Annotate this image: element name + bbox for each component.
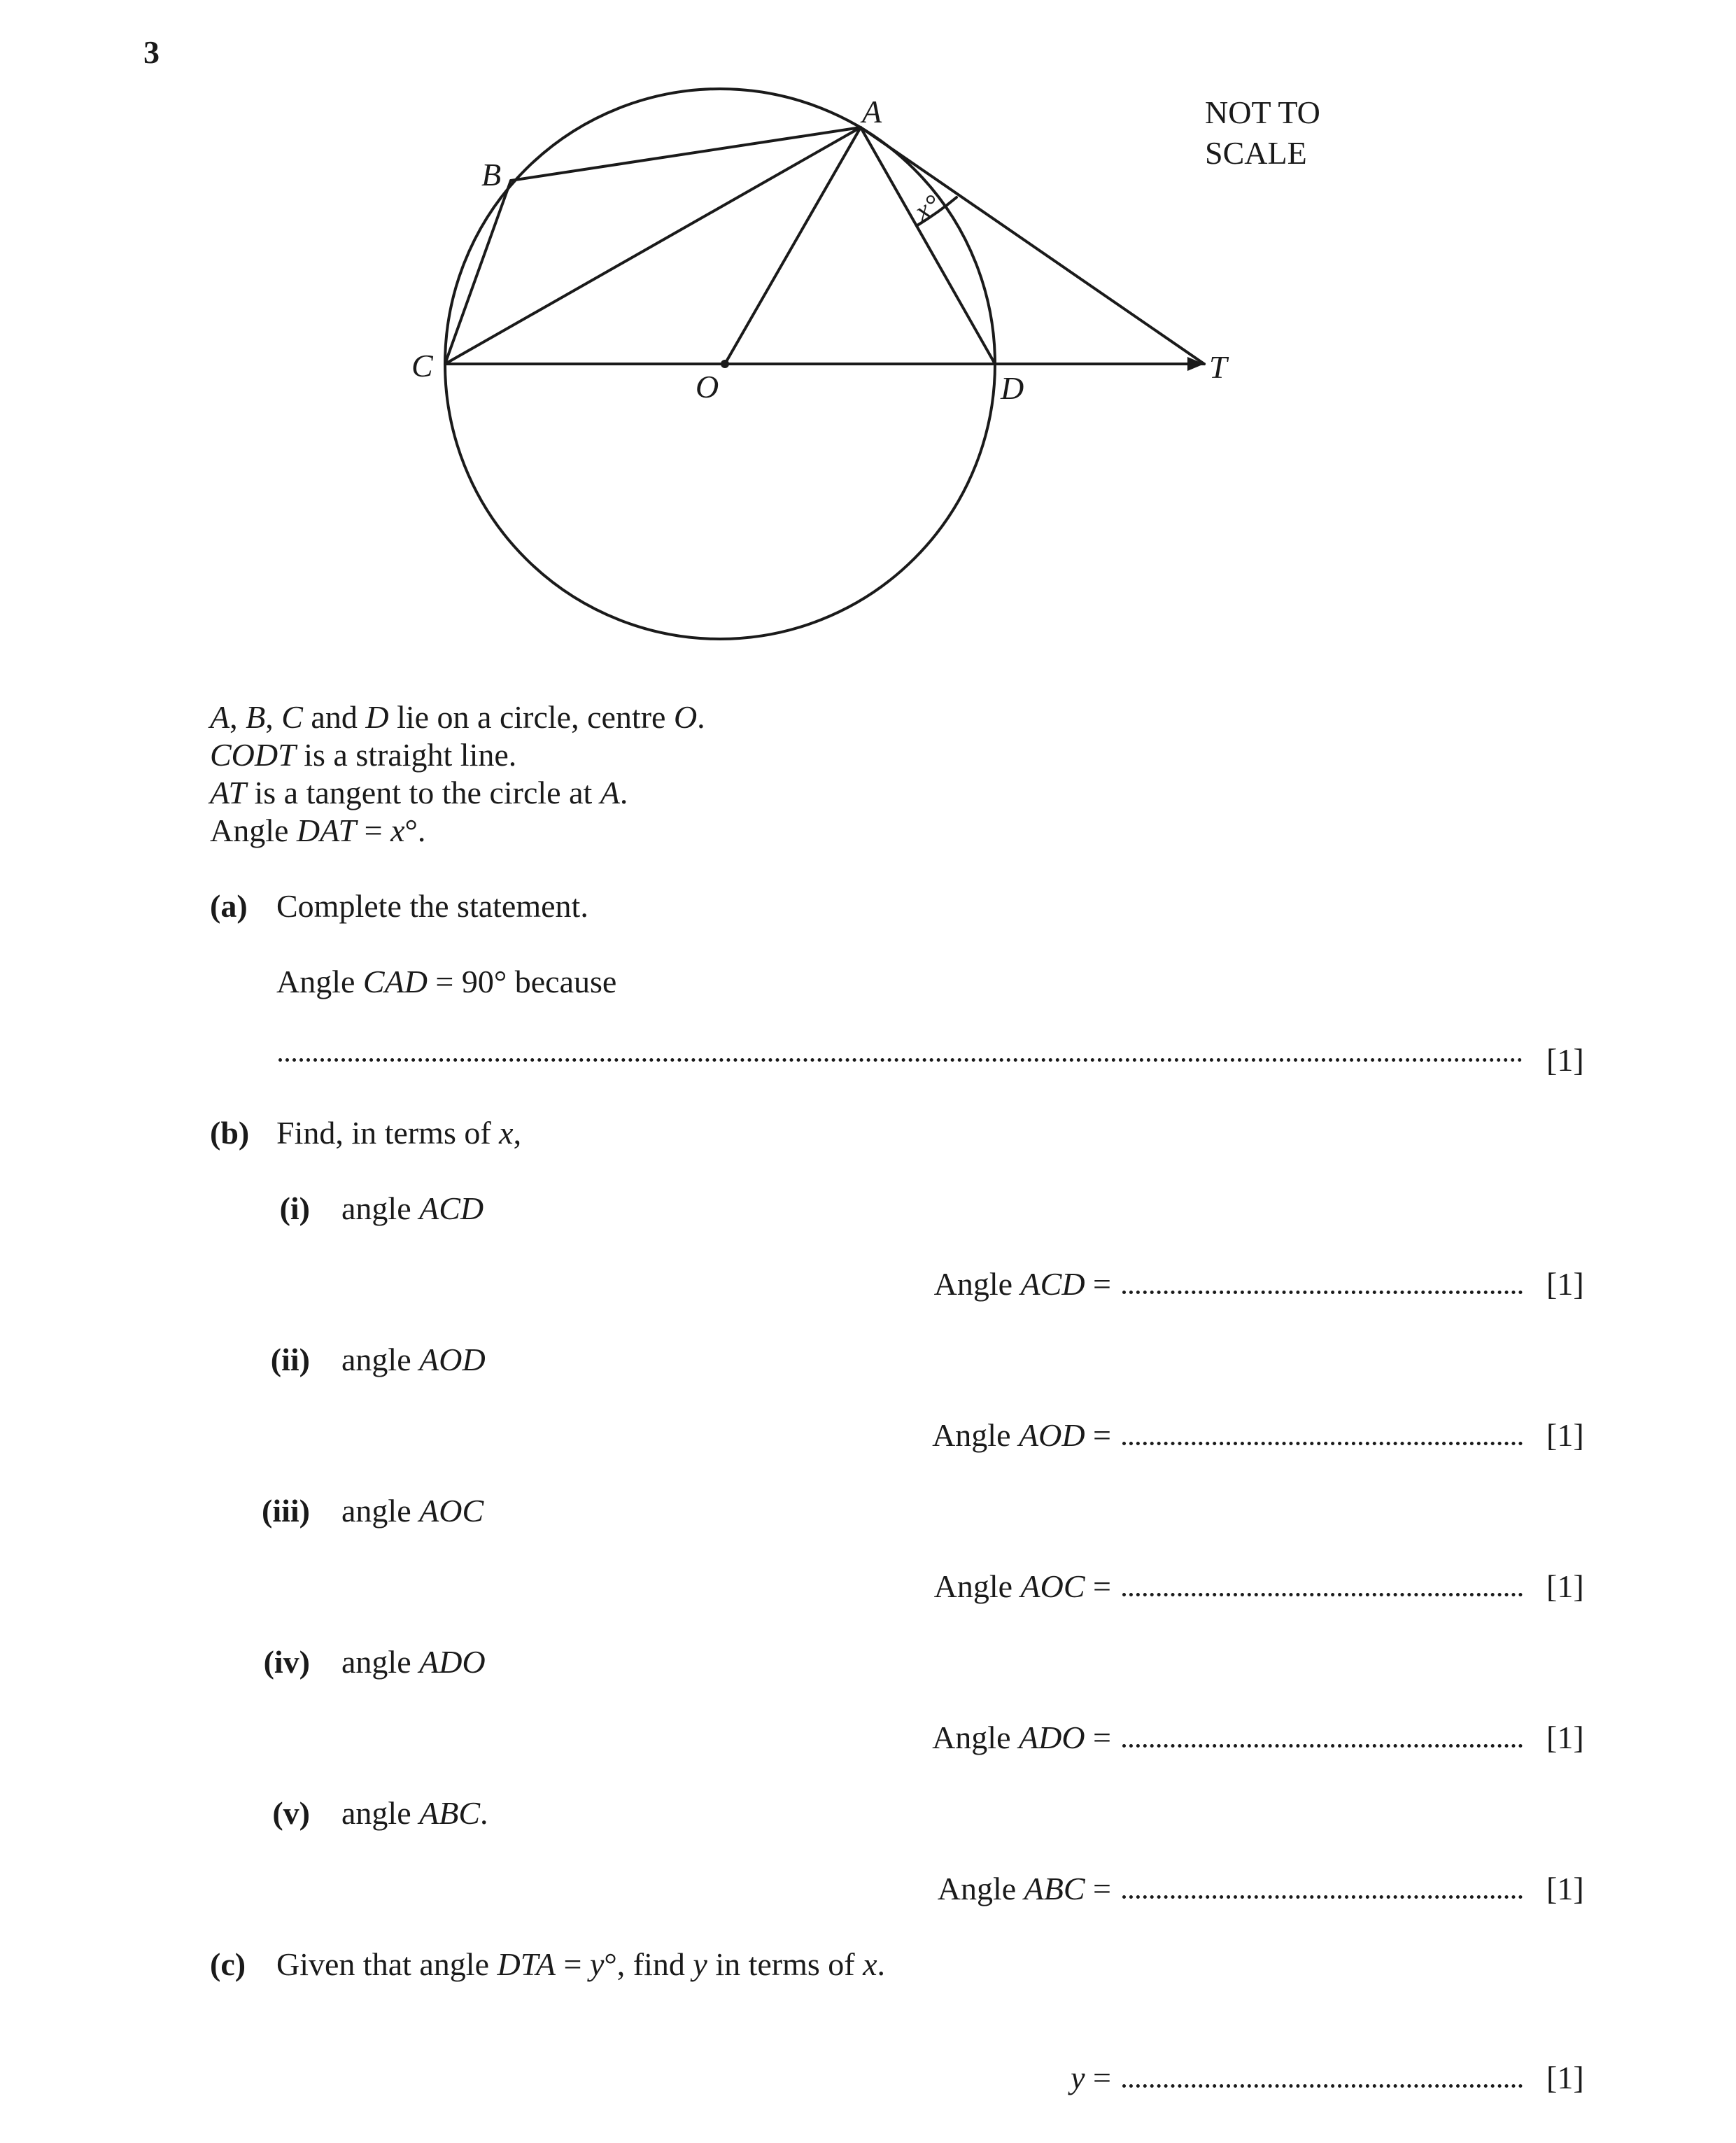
part-b-i-mark: [1] [1546,1266,1584,1302]
part-c-answer-line[interactable] [1122,2084,1523,2088]
part-b-v-number: (v) [272,1795,310,1831]
part-b-iii-mark: [1] [1546,1568,1584,1604]
label-c: C [411,348,433,384]
part-b-label: (b) [210,1115,250,1151]
not-to-scale-line1: NOT TO [1205,94,1320,130]
part-b-v-answer-line[interactable] [1122,1895,1523,1899]
part-b-ii-number: (ii) [270,1342,310,1377]
part-b-ii-text: angle AOD [341,1342,486,1377]
part-b-iii-answer-label: Angle AOC = [933,1568,1111,1604]
part-b-iii-number: (iii) [262,1493,310,1529]
part-b-ii-answer-label: Angle AOD = [932,1417,1111,1453]
part-b-iv-mark: [1] [1546,1720,1584,1755]
part-b-instruction: Find, in terms of x, [276,1115,522,1151]
part-b-i-answer-label: Angle ACD = [933,1266,1111,1302]
part-a-mark: [1] [1546,1042,1584,1078]
info-line-3: AT is a tangent to the circle at A. [210,775,628,810]
line-ao [725,127,861,364]
part-b-ii-answer-line[interactable] [1122,1442,1523,1445]
centre-point-o [721,360,729,368]
part-b-iv-number: (iv) [263,1644,310,1680]
part-b-v-answer-label: Angle ABC = [937,1871,1111,1906]
label-angle-x: x° [908,188,946,227]
line-ac [445,127,861,364]
label-a: A [862,94,882,129]
label-b: B [481,157,502,192]
not-to-scale-line2: SCALE [1205,135,1307,171]
part-b-i-text: angle ACD [341,1190,484,1226]
part-b-iii-answer-line[interactable] [1122,1593,1523,1596]
part-c-answer-label: y = [1071,2060,1111,2095]
info-line-1: A, B, C and D lie on a circle, centre O. [210,699,705,735]
line-ab [511,127,861,181]
info-line-2: CODT is a straight line. [210,737,517,773]
question-number: 3 [143,34,160,70]
part-b-v-mark: [1] [1546,1871,1584,1906]
part-a-instruction: Complete the statement. [276,888,588,924]
info-line-4: Angle DAT = x°. [210,813,426,848]
part-b-iv-answer-line[interactable] [1122,1744,1523,1748]
part-c-mark: [1] [1546,2060,1584,2095]
part-b-iii-text: angle AOC [341,1493,484,1529]
line-at [861,127,1204,364]
line-ad [861,127,995,364]
label-d: D [1001,370,1024,406]
part-b-iv-text: angle ADO [341,1644,486,1680]
given-information [210,698,705,850]
part-a-label: (a) [210,888,248,924]
label-t: T [1209,349,1227,385]
part-c-instruction: Given that angle DTA = y°, find y in terms of x. [276,1946,886,1982]
part-a-answer-line[interactable] [278,1058,1523,1062]
part-b-iv-answer-label: Angle ADO = [932,1720,1111,1755]
part-b-i-answer-line[interactable] [1122,1291,1523,1294]
part-c-label: (c) [210,1946,246,1982]
label-o: O [696,369,719,405]
circle-geometry-diagram [0,0,1736,672]
part-b-ii-mark: [1] [1546,1417,1584,1453]
part-b-v-text: angle ABC. [341,1795,488,1831]
part-b-i-number: (i) [279,1190,310,1226]
part-a-statement: Angle CAD = 90° because [276,964,617,999]
line-bc [445,181,511,364]
